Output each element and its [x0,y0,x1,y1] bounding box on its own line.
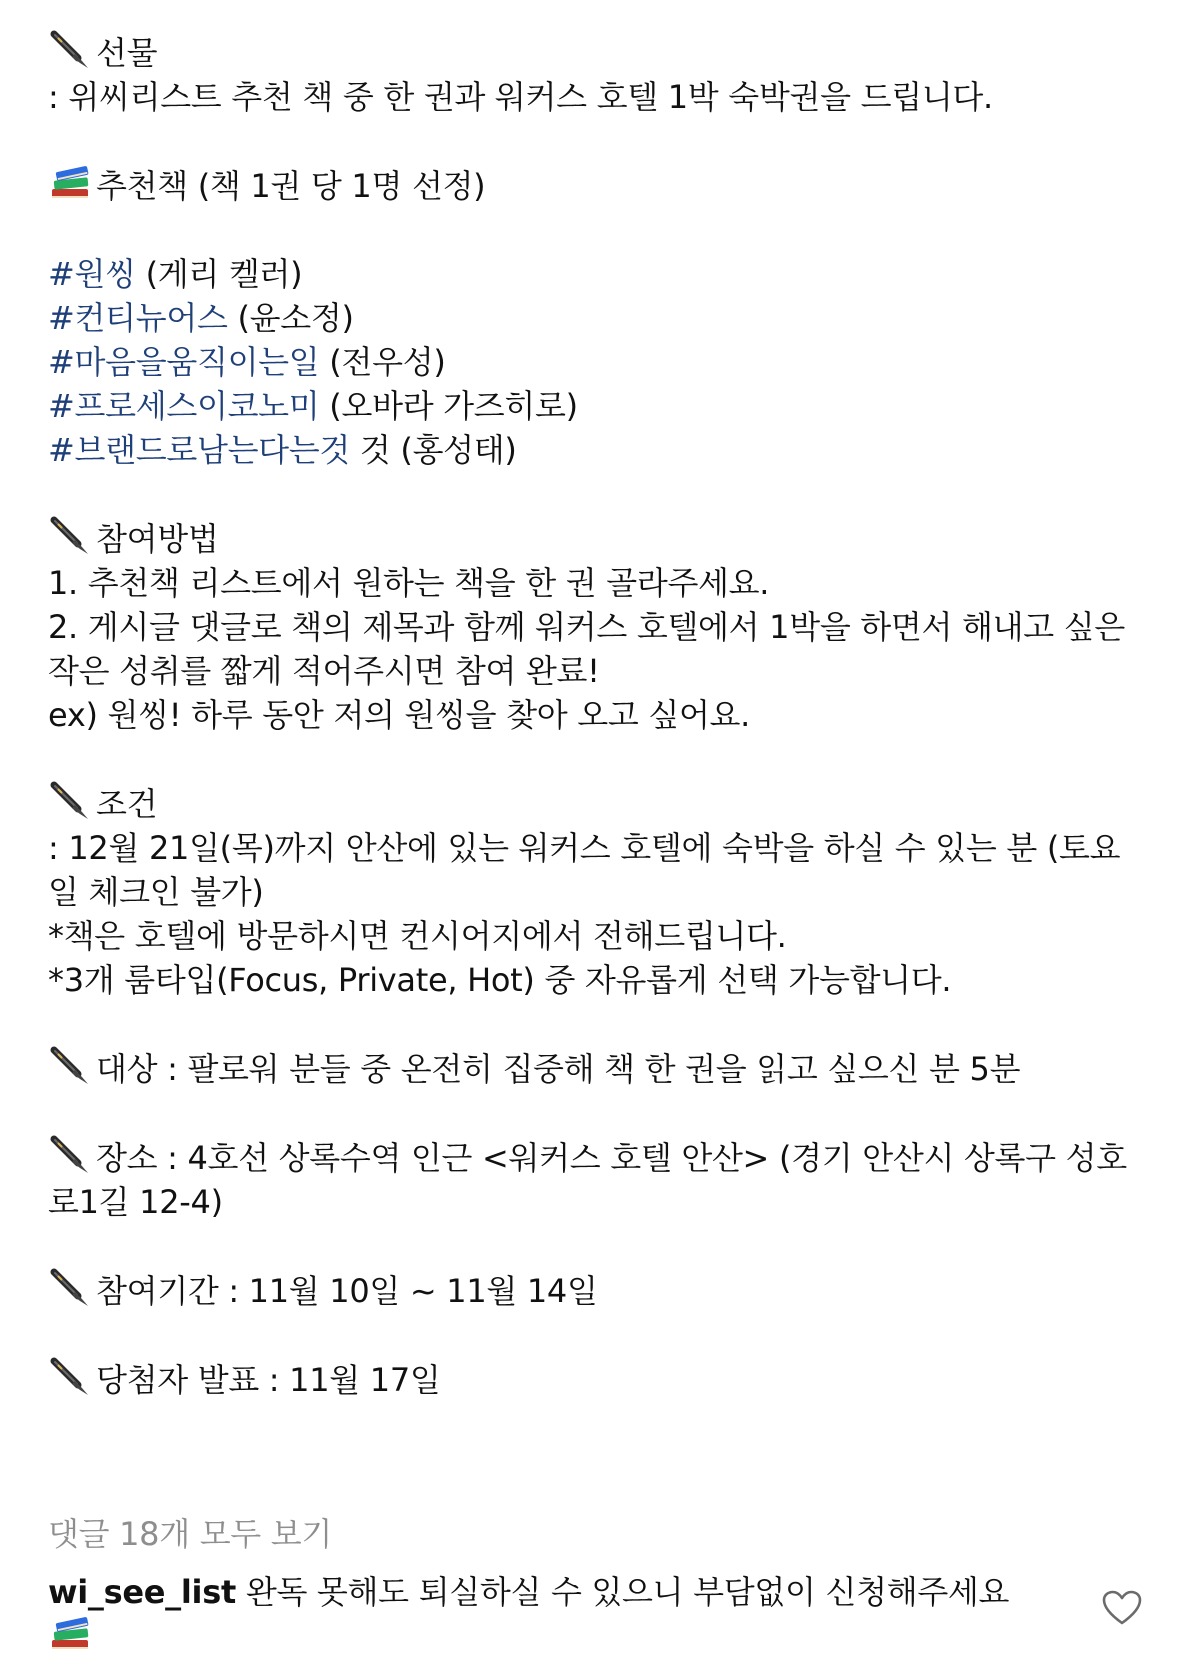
hashtag-link[interactable]: #브랜드로남는다는것 [48,431,351,469]
books-icon [48,1614,94,1654]
comment-username[interactable]: wi_see_list [48,1573,236,1611]
fountain-pen-icon [48,516,94,556]
announce-line [48,1357,1138,1402]
book-item [48,340,1138,384]
period-text: 참여기간 : 11월 10일 ~ 11월 14일 [96,1272,598,1310]
fountain-pen-icon [48,1046,94,1086]
gift-text: : 위씨리스트 추천 책 중 한 권과 워커스 호텔 1박 숙박권을 드립니다. [48,78,993,116]
condition-line: *책은 호텔에 방문하시면 컨시어지에서 전해드립니다. [48,917,787,955]
fountain-pen-icon [48,781,94,821]
book-author: 것 (홍성태) [350,431,517,469]
how-title: 참여방법 [96,520,219,558]
target-text: 대상 : 팔로워 분들 중 온전히 집중해 책 한 권을 읽고 싶으신 분 5분 [96,1050,1021,1088]
hashtag-link[interactable]: #원씽 [48,255,136,293]
period-line [48,1268,1138,1313]
book-item [48,428,1138,472]
condition-line: : 12월 21일(목)까지 안산에 있는 워커스 호텔에 숙박을 하실 수 있는 분 (토요일 체크인 불가) [48,829,1121,911]
book-author: (윤소정) [227,299,354,337]
how-example: ex) 원씽! 하루 동안 저의 원씽을 찾아 오고 싶어요. [48,696,751,734]
fountain-pen-icon [48,1268,94,1308]
place-text: 장소 : 4호선 상록수역 인근 <워커스 호텔 안산> (경기 안산시 상록구 성호로1길 12-4) [48,1139,1127,1221]
fountain-pen-icon [48,30,94,70]
view-all-comments-link[interactable]: 댓글 18개 모두 보기 [48,1515,333,1553]
target-line [48,1046,1138,1091]
book-author: (게리 켈러) [135,255,303,293]
book-item [48,252,1138,296]
comment-text: 완독 못해도 퇴실하실 수 있으니 부담없이 신청해주세요 [235,1573,1010,1611]
gift-heading [48,30,1138,75]
hashtag-link[interactable]: #컨티뉴어스 [48,299,228,337]
how-step: 1. 추천책 리스트에서 원하는 책을 한 권 골라주세요. [48,564,770,602]
book-author: (전우성) [319,343,446,381]
book-item [48,384,1138,428]
announce-text: 당첨자 발표 : 11월 17일 [96,1361,441,1399]
condition-line: *3개 룸타입(Focus, Private, Hot) 중 자유롭게 선택 가능합니다. [48,961,952,999]
hashtag-link[interactable]: #프로세스이코노미 [48,387,320,425]
books-title: 추천책 (책 1권 당 1명 선정) [96,167,486,205]
post-caption [48,30,1138,1402]
book-author: (오바라 가즈히로) [319,387,578,425]
place-line [48,1135,1138,1224]
hashtag-link[interactable]: #마음을움직이는일 [48,343,320,381]
how-step: 2. 게시글 댓글로 책의 제목과 함께 워커스 호텔에서 1박을 하면서 해내고 싶은 작은 성취를 짧게 적어주시면 참여 완료! [48,608,1125,690]
books-heading [48,163,1138,208]
book-item [48,296,1138,340]
conditions-heading [48,781,1138,826]
fountain-pen-icon [48,1135,94,1175]
how-heading [48,516,1138,561]
heart-outline-icon[interactable] [1102,1590,1142,1626]
fountain-pen-icon [48,1357,94,1397]
conditions-title: 조건 [96,785,158,823]
gift-title: 선물 [96,34,158,72]
comment [48,1570,1068,1659]
books-icon [48,163,94,203]
